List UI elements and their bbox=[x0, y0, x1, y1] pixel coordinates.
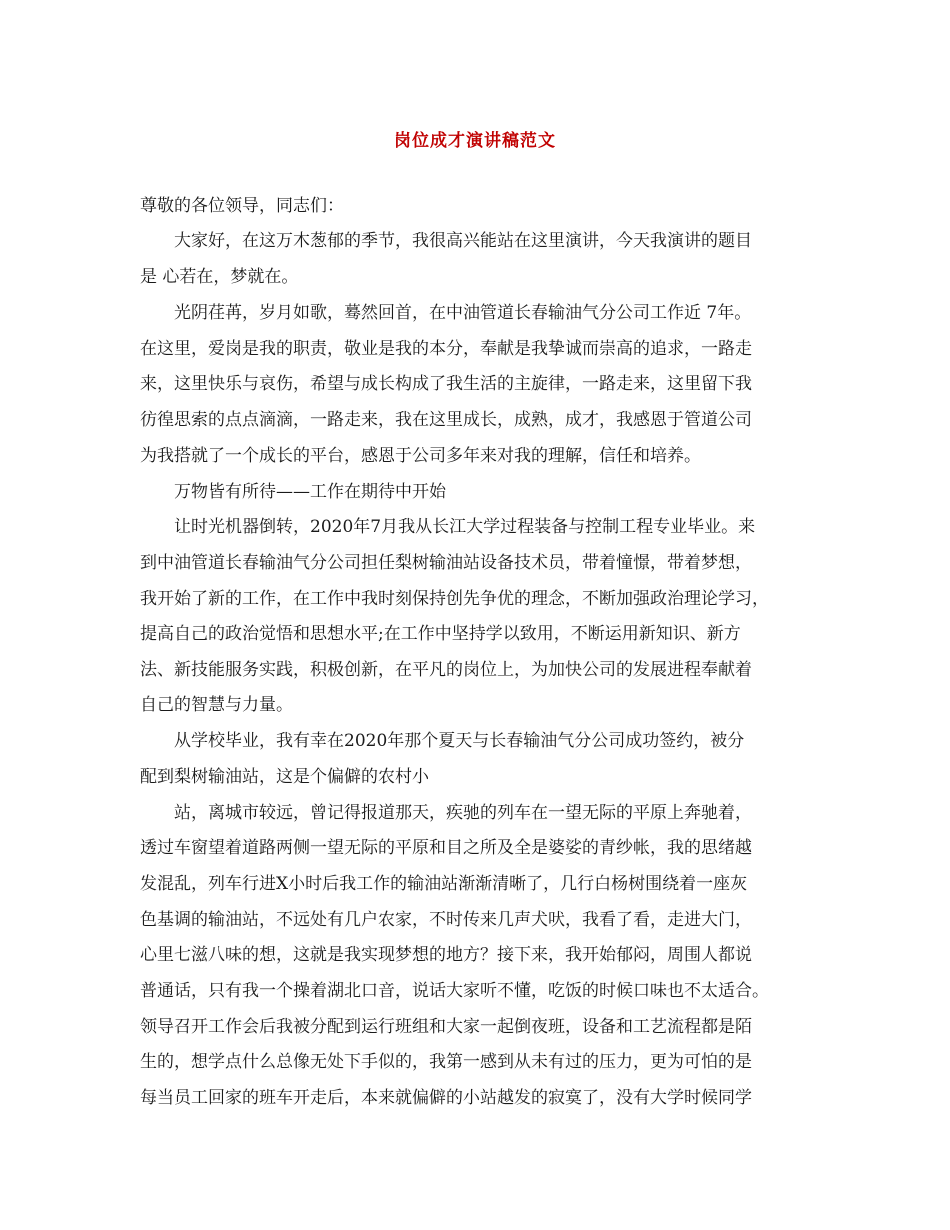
text-line: 生的，想学点什么总像无处下手似的，我第一感到从未有过的压力，更为可怕的是 bbox=[140, 1052, 752, 1072]
text-line: 配到梨树输油站，这是个偏僻的农村小 bbox=[140, 767, 429, 787]
text-line: 我开始了新的工作，在工作中我时刻保持创先争优的理念，不断加强政治理论学习， bbox=[140, 589, 769, 609]
text-line: 让时光机器倒转，2020年7月我从长江大学过程装备与控制工程专业毕业。来 bbox=[174, 517, 756, 537]
document-title: 岗位成才演讲稿范文 bbox=[394, 131, 556, 151]
text-line: 发混乱，列车行进X小时后我工作的输油站渐渐清晰了，几行白杨树围绕着一座灰 bbox=[140, 874, 748, 894]
text-line: 站，离城市较远，曾记得报道那天，疾驰的列车在一望无际的平原上奔驰着， bbox=[174, 803, 752, 823]
text-line: 领导召开工作会后我被分配到运行班组和大家一起倒夜班，设备和工艺流程都是陌 bbox=[140, 1017, 752, 1037]
text-line: 光阴荏苒，岁月如歌，蓦然回首，在中油管道长春输油气分公司工作近 7年。 bbox=[174, 303, 752, 323]
text-line: 来，这里快乐与哀伤，希望与成长构成了我生活的主旋律，一路走来，这里留下我 bbox=[140, 374, 752, 394]
text-line: 法、新技能服务实践，积极创新，在平凡的岗位上，为加快公司的发展进程奉献着 bbox=[140, 660, 752, 680]
text-line: 从学校毕业，我有幸在2020年那个夏天与长春输油气分公司成功签约，被分 bbox=[174, 731, 745, 751]
text-line: 万物皆有所待——工作在期待中开始 bbox=[174, 482, 446, 502]
text-line: 是 心若在，梦就在。 bbox=[140, 267, 299, 287]
text-line: 普通话，只有我一个操着湖北口音，说话大家听不懂，吃饭的时候口味也不太适合。 bbox=[140, 981, 769, 1001]
text-line: 到中油管道长春输油气分公司担任梨树输油站设备技术员，带着憧憬，带着梦想， bbox=[140, 553, 752, 573]
text-line: 大家好，在这万木葱郁的季节，我很高兴能站在这里演讲，今天我演讲的题目 bbox=[174, 231, 752, 251]
text-line: 色基调的输油站，不远处有几户农家，不时传来几声犬吠，我看了看，走进大门， bbox=[140, 910, 752, 930]
text-line: 彷徨思索的点点滴滴，一路走来，我在这里成长，成熟，成才，我感恩于管道公司 bbox=[140, 410, 752, 430]
text-line: 尊敬的各位领导，同志们： bbox=[140, 196, 344, 216]
text-line: 心里七滋八味的想，这就是我实现梦想的地方？接下来，我开始郁闷，周围人都说 bbox=[140, 945, 752, 965]
text-line: 每当员工回家的班车开走后，本来就偏僻的小站越发的寂寞了，没有大学时候同学 bbox=[140, 1088, 752, 1108]
text-line: 在这里，爱岗是我的职责，敬业是我的本分，奉献是我挚诚而崇高的追求，一路走 bbox=[140, 339, 752, 359]
text-line: 自己的智慧与力量。 bbox=[140, 695, 293, 715]
text-line: 为我搭就了一个成长的平台，感恩于公司多年来对我的理解，信任和培养。 bbox=[140, 446, 701, 466]
text-line: 提高自己的政治觉悟和思想水平;在工作中坚持学以致用，不断运用新知识、新方 bbox=[140, 624, 741, 644]
text-line: 透过车窗望着道路两侧一望无际的平原和目之所及全是婆娑的青纱帐，我的思绪越 bbox=[140, 838, 752, 858]
